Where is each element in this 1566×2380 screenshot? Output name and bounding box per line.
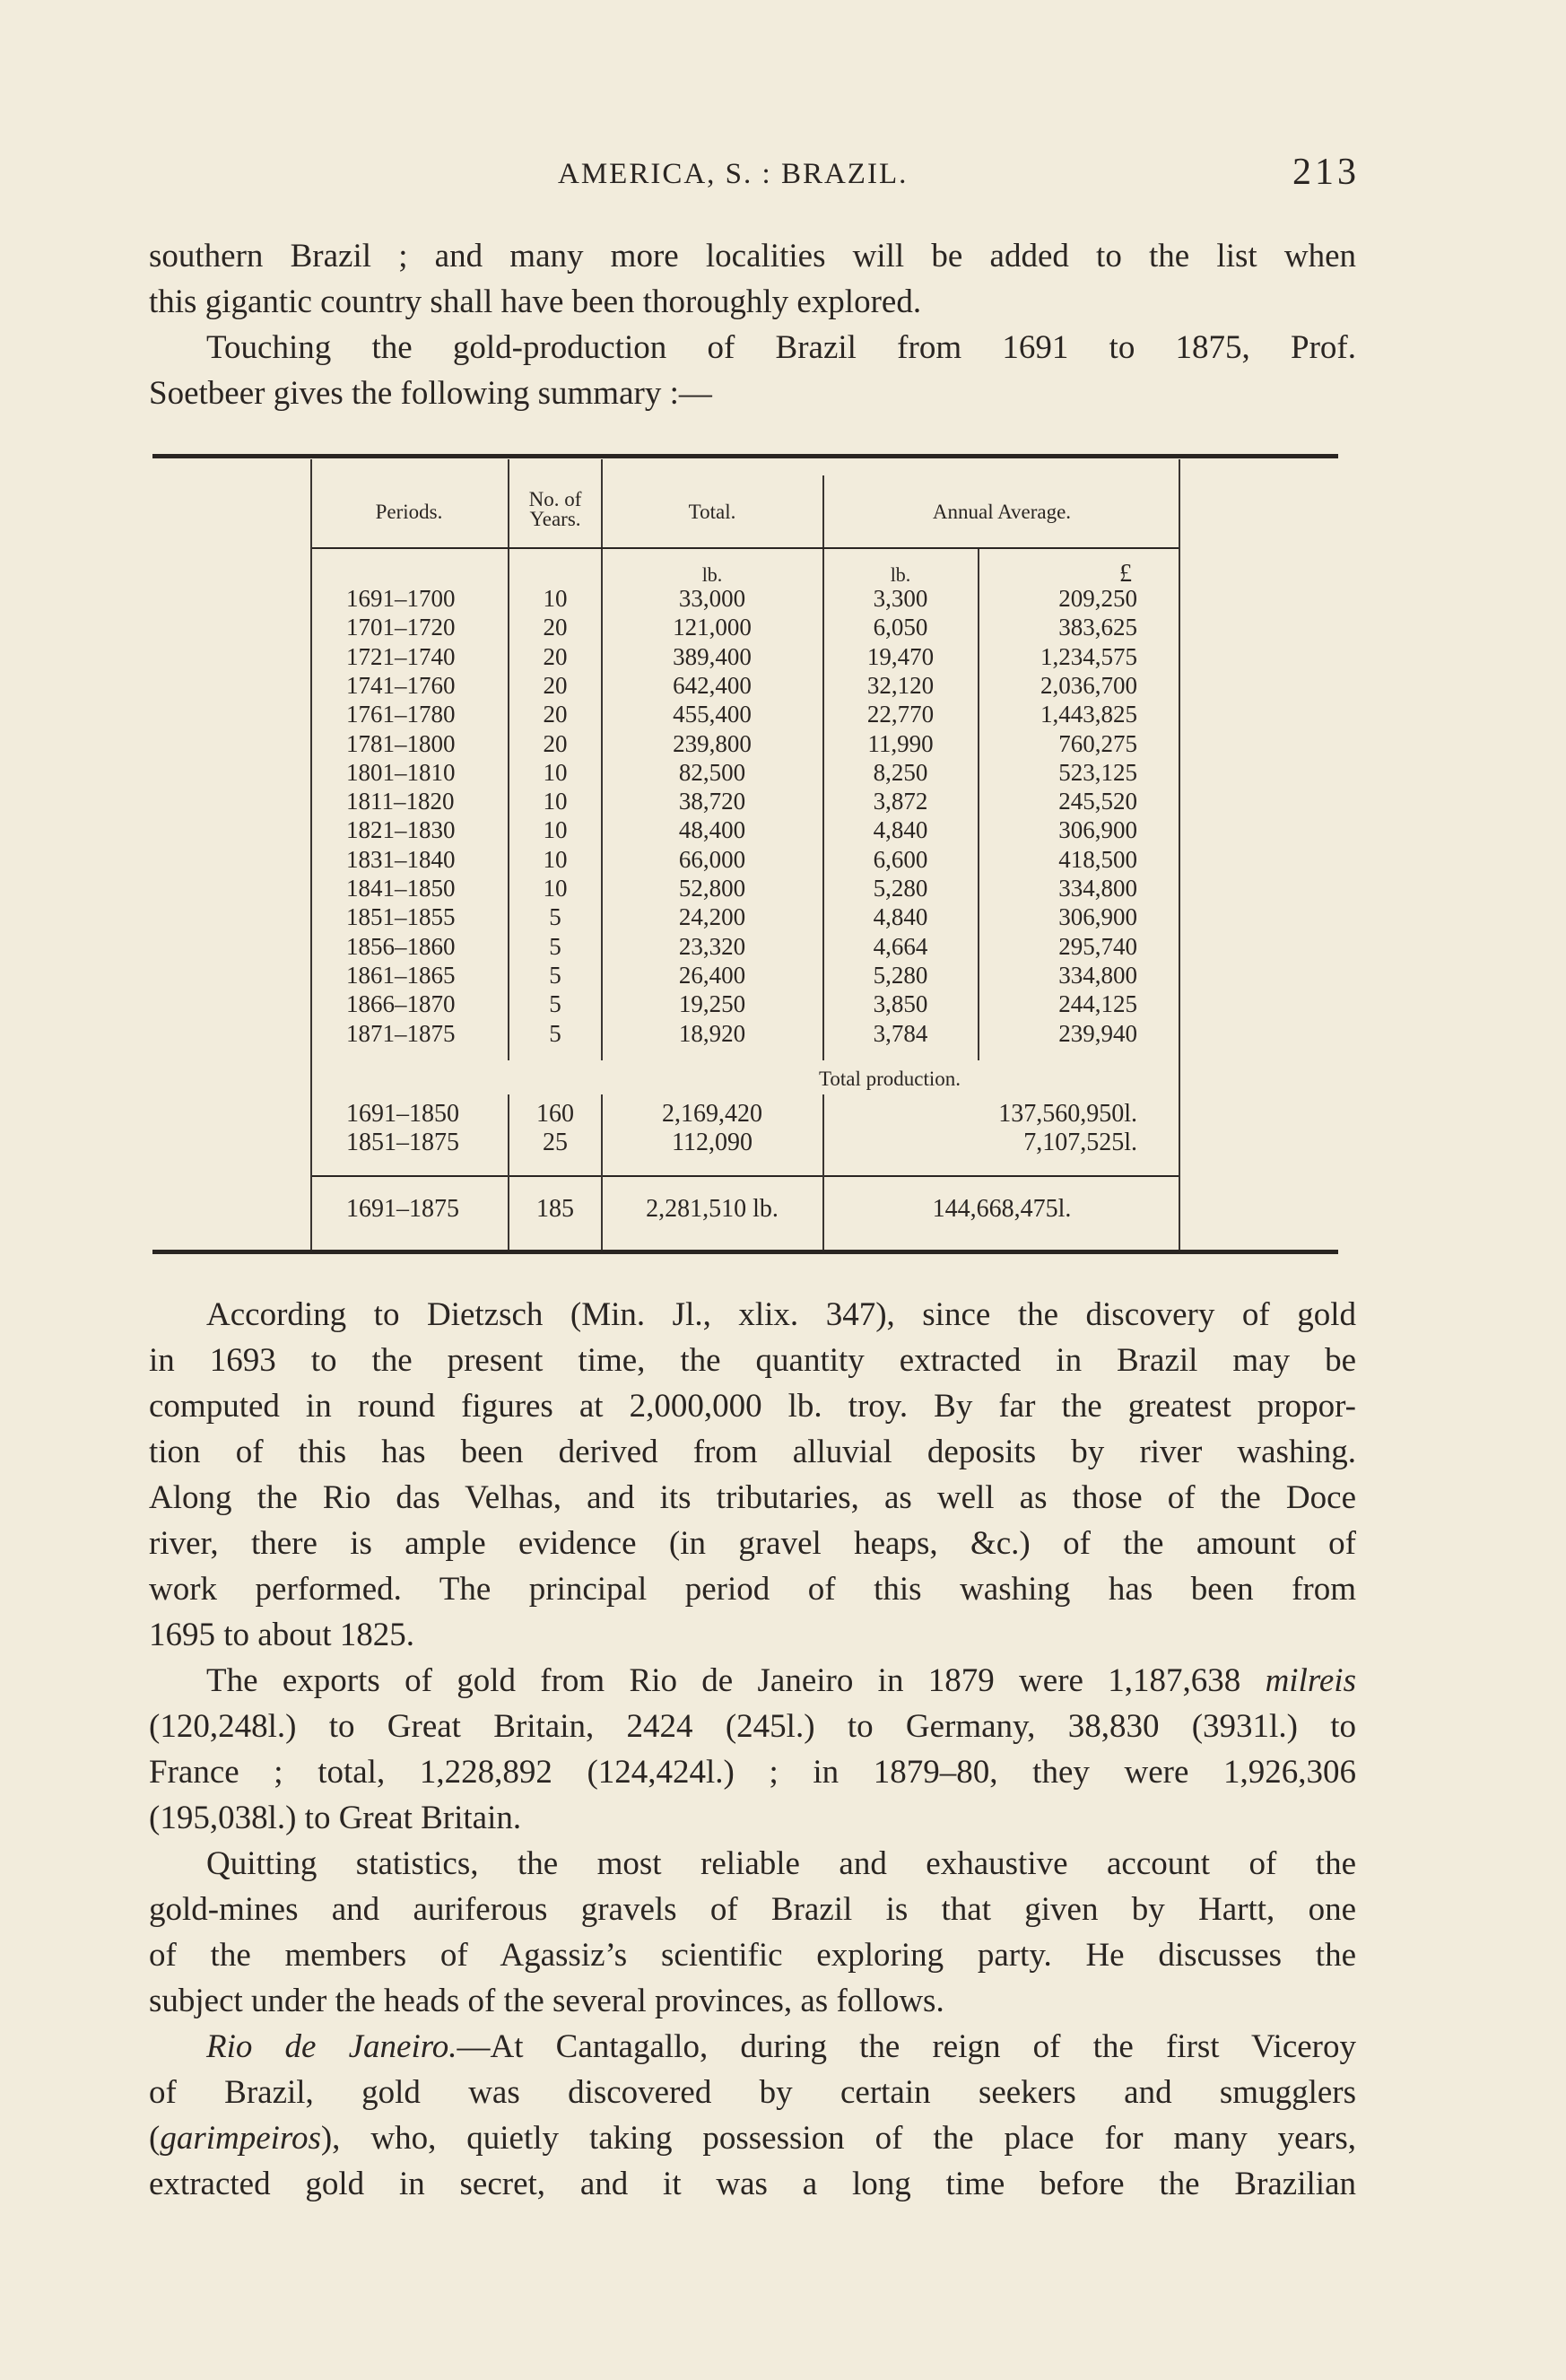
text-line <box>149 1658 1356 1704</box>
cell-period: 1701–1720 <box>346 614 456 641</box>
cell-avg-pounds: 209,250 <box>1058 585 1137 612</box>
text-line: gold-mines and auriferous gravels of Brazil is that given by Hartt, one <box>149 1891 1356 1928</box>
cell-period: 1781–1800 <box>346 729 456 757</box>
cell-avg-lb: 19,470 <box>866 642 935 670</box>
header-periods: Periods. <box>375 501 443 523</box>
cell-avg-pounds: 523,125 <box>1058 758 1137 786</box>
cell-total: 121,000 <box>673 614 752 641</box>
table-top-rule <box>152 454 1338 458</box>
cell-avg-pounds: 306,900 <box>1058 903 1137 931</box>
section-heading: Rio de Janeiro. <box>206 2028 457 2065</box>
unit-total-lb: lb. <box>701 563 723 586</box>
text-line: France ; total, 1,228,892 (124,424l.) ; in 1879–80, they were 1,926,306 <box>149 1754 1356 1791</box>
text-line: river, there is ample evidence (in gravel heaps, &c.) of the amount of <box>149 1525 1356 1562</box>
cell-avg-lb: 3,850 <box>873 990 928 1018</box>
grand-total-years: 185 <box>536 1195 574 1223</box>
subtotal-value: 7,107,525l. <box>1023 1129 1137 1156</box>
text-line: According to Dietzsch (Min. Jl., xlix. 347), since the discovery of gold <box>206 1296 1356 1333</box>
text-line: of the members of Agassiz’s scientific exploring party. He discusses the <box>149 1937 1356 1974</box>
cell-total: 642,400 <box>673 671 752 699</box>
cell-years: 10 <box>543 875 568 902</box>
text-line: extracted gold in secret, and it was a long time before the Brazilian <box>149 2166 1356 2202</box>
cell-avg-lb: 3,872 <box>873 788 928 815</box>
column-divider <box>1179 459 1180 1250</box>
cell-total: 239,800 <box>673 729 752 757</box>
cell-years: 20 <box>543 701 568 728</box>
column-divider <box>601 549 603 1060</box>
cell-years: 20 <box>543 614 568 641</box>
subtotal-total: 112,090 <box>672 1129 753 1156</box>
subtotal-period: 1851–1875 <box>346 1129 459 1156</box>
cell-period: 1691–1700 <box>346 585 456 612</box>
cell-years: 5 <box>549 932 561 960</box>
cell-avg-lb: 8,250 <box>873 758 928 786</box>
cell-avg-lb: 5,280 <box>873 961 928 989</box>
cell-period: 1871–1875 <box>346 1019 456 1047</box>
header-years-line2: Years. <box>529 508 581 530</box>
cell-avg-lb: 4,840 <box>873 903 928 931</box>
cell-period: 1861–1865 <box>346 961 456 989</box>
grand-total-rule <box>310 1175 1179 1177</box>
rio-paragraph <box>149 2024 1356 2207</box>
subtotal-value: 137,560,950l. <box>998 1100 1137 1128</box>
text-line: in 1693 to the present time, the quantity extracted in Brazil may be <box>149 1342 1356 1379</box>
text-line <box>149 2115 1356 2161</box>
column-divider <box>822 549 824 1060</box>
hartt-paragraph <box>149 1841 1356 2024</box>
cell-avg-pounds: 295,740 <box>1058 932 1137 960</box>
subtotal-total: 2,169,420 <box>662 1100 762 1128</box>
text-line: (120,248l.) to Great Britain, 2424 (245l.) to Germany, 38,830 (3931l.) to <box>149 1708 1356 1745</box>
cell-total: 33,000 <box>678 585 746 612</box>
cell-avg-pounds: 1,234,575 <box>1040 642 1137 670</box>
cell-years: 20 <box>543 671 568 699</box>
header-annual-average: Annual Average. <box>932 501 1072 523</box>
cell-total: 52,800 <box>678 875 746 902</box>
unit-annual-pounds: £ <box>1119 560 1132 588</box>
cell-period: 1866–1870 <box>346 990 456 1018</box>
cell-avg-pounds: 239,940 <box>1058 1019 1137 1047</box>
grand-total-value: 144,668,475l. <box>932 1195 1072 1223</box>
cell-avg-pounds: 245,520 <box>1058 788 1137 815</box>
cell-total: 26,400 <box>678 961 746 989</box>
column-divider <box>601 459 603 547</box>
cell-period: 1841–1850 <box>346 875 456 902</box>
cell-total: 48,400 <box>678 816 746 844</box>
table-bottom-rule <box>152 1250 1338 1254</box>
subtotal-years: 160 <box>536 1100 574 1128</box>
intro-paragraph <box>149 233 1356 325</box>
cell-avg-lb: 6,050 <box>873 614 928 641</box>
text-line: Soetbeer gives the following summary :— <box>149 375 712 412</box>
text-line <box>149 2024 1356 2070</box>
cell-avg-lb: 3,784 <box>873 1019 928 1047</box>
cell-period: 1821–1830 <box>346 816 456 844</box>
column-divider <box>310 459 312 1250</box>
text-span: ( <box>149 2120 161 2157</box>
text-span: ), who, quietly taking possession of the place for many years, <box>320 2120 1356 2157</box>
cell-avg-pounds: 418,500 <box>1058 845 1137 873</box>
cell-avg-lb: 6,600 <box>873 845 928 873</box>
cell-avg-pounds: 306,900 <box>1058 816 1137 844</box>
text-span: The exports of gold from Rio de Janeiro in 1879 were 1,187,638 <box>206 1662 1266 1699</box>
cell-avg-lb: 22,770 <box>866 701 935 728</box>
cell-period: 1811–1820 <box>346 788 455 815</box>
subtotal-years: 25 <box>543 1129 568 1156</box>
cell-avg-pounds: 2,036,700 <box>1040 671 1137 699</box>
cell-avg-pounds: 1,443,825 <box>1040 701 1137 728</box>
text-line: of Brazil, gold was discovered by certain seekers and smugglers <box>149 2074 1356 2111</box>
text-line: Quitting statistics, the most reliable and exhaustive account of the <box>206 1845 1356 1882</box>
grand-total-total: 2,281,510 lb. <box>646 1195 779 1223</box>
cell-avg-pounds: 760,275 <box>1058 729 1137 757</box>
page-header <box>149 151 1360 205</box>
text-line: subject under the heads of the several provinces, as follows. <box>149 1983 944 2019</box>
column-divider <box>978 549 979 1060</box>
header-rule <box>310 547 1179 549</box>
italic-term: garimpeiros <box>160 2120 321 2157</box>
cell-period: 1801–1810 <box>346 758 456 786</box>
cell-avg-pounds: 334,800 <box>1058 961 1137 989</box>
cell-avg-lb: 4,840 <box>873 816 928 844</box>
cell-avg-lb: 32,120 <box>866 671 935 699</box>
header-total: Total. <box>688 501 736 523</box>
cell-total: 389,400 <box>673 642 752 670</box>
column-divider <box>508 549 509 1060</box>
text-line: tion of this has been derived from alluvial deposits by river washing. <box>149 1434 1356 1470</box>
text-line: this gigantic country shall have been thoroughly explored. <box>149 283 922 320</box>
cell-years: 10 <box>543 816 568 844</box>
cell-avg-lb: 3,300 <box>873 585 928 612</box>
header-years <box>511 490 599 529</box>
cell-avg-lb: 4,664 <box>873 932 928 960</box>
exports-paragraph <box>149 1658 1356 1841</box>
cell-avg-lb: 5,280 <box>873 875 928 902</box>
total-production-label: Total production. <box>818 1068 961 1090</box>
cell-period: 1851–1855 <box>346 903 456 931</box>
unit-annual-lb: lb. <box>890 563 911 586</box>
cell-total: 455,400 <box>673 701 752 728</box>
cell-avg-pounds: 383,625 <box>1058 614 1137 641</box>
cell-total: 38,720 <box>678 788 746 815</box>
cell-years: 5 <box>549 1019 561 1047</box>
running-title: AMERICA, S. : BRAZIL. <box>558 158 909 190</box>
column-divider <box>822 475 824 547</box>
cell-years: 10 <box>543 845 568 873</box>
cell-avg-pounds: 334,800 <box>1058 875 1137 902</box>
cell-years: 5 <box>549 961 561 989</box>
cell-avg-pounds: 244,125 <box>1058 990 1137 1018</box>
subtotal-period: 1691–1850 <box>346 1100 459 1128</box>
cell-period: 1721–1740 <box>346 642 456 670</box>
page-number: 213 <box>1292 152 1360 193</box>
text-line: computed in round figures at 2,000,000 lb. troy. By far the greatest propor- <box>149 1388 1356 1425</box>
cell-years: 20 <box>543 642 568 670</box>
cell-total: 19,250 <box>678 990 746 1018</box>
cell-period: 1856–1860 <box>346 932 456 960</box>
cell-years: 10 <box>543 758 568 786</box>
header-years-line1: No. of <box>528 488 582 510</box>
column-divider <box>822 1094 824 1250</box>
cell-total: 23,320 <box>678 932 746 960</box>
summary-paragraph <box>149 325 1356 416</box>
cell-total: 82,500 <box>678 758 746 786</box>
cell-total: 24,200 <box>678 903 746 931</box>
cell-avg-lb: 11,990 <box>867 729 934 757</box>
text-span: —At Cantagallo, during the reign of the first Viceroy <box>457 2028 1356 2065</box>
text-line: Touching the gold-production of Brazil from 1691 to 1875, Prof. <box>206 329 1356 366</box>
column-divider <box>601 1094 603 1250</box>
text-line: (195,038l.) to Great Britain. <box>149 1800 522 1836</box>
column-divider <box>508 459 509 547</box>
italic-term: milreis <box>1265 1662 1356 1699</box>
cell-period: 1761–1780 <box>346 701 456 728</box>
text-line: Along the Rio das Velhas, and its tributaries, as well as those of the Doce <box>149 1479 1356 1516</box>
cell-years: 20 <box>543 729 568 757</box>
dietzsch-paragraph <box>149 1292 1356 1658</box>
cell-years: 10 <box>543 585 568 612</box>
cell-total: 18,920 <box>678 1019 746 1047</box>
cell-years: 5 <box>549 903 561 931</box>
text-line: southern Brazil ; and many more localities will be added to the list when <box>149 238 1356 275</box>
text-line: 1695 to about 1825. <box>149 1617 414 1653</box>
cell-years: 5 <box>549 990 561 1018</box>
grand-total-period: 1691–1875 <box>346 1195 459 1223</box>
text-line: work performed. The principal period of this washing has been from <box>149 1571 1356 1608</box>
cell-period: 1741–1760 <box>346 671 456 699</box>
cell-total: 66,000 <box>678 845 746 873</box>
cell-years: 10 <box>543 788 568 815</box>
cell-period: 1831–1840 <box>346 845 456 873</box>
column-divider <box>508 1094 509 1250</box>
